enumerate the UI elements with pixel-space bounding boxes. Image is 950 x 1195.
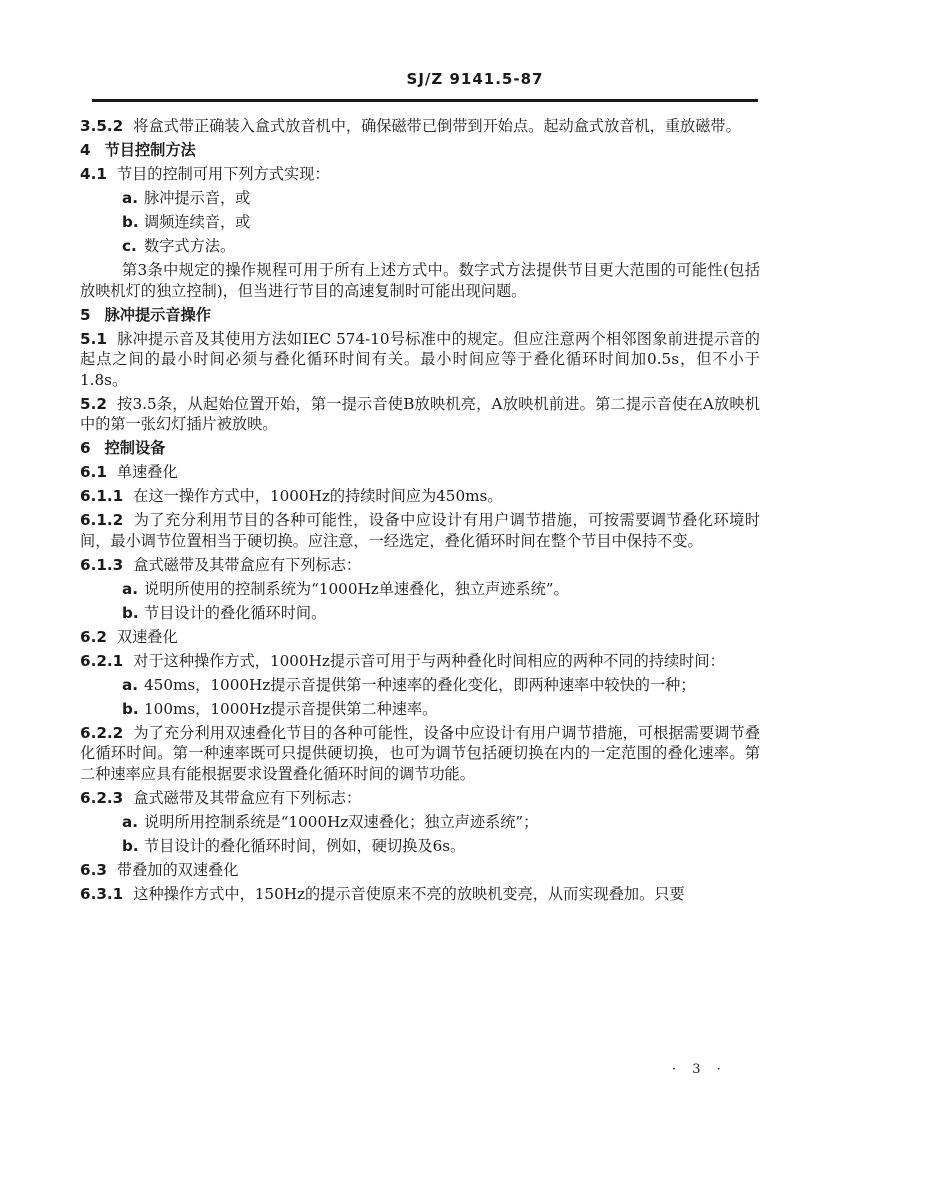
section-number: 5 [80, 305, 91, 324]
clause-number: 6.3.1 [80, 884, 124, 903]
clause-number: 6.2.2 [80, 723, 124, 742]
clause-text: 节目的控制可用下列方式实现： [116, 165, 330, 183]
clause-6-1 [80, 462, 760, 483]
clause-text: 脉冲提示音及其使用方法如IEC 574-10号标准中的规定。但应注意两个相邻图象前进提示音的起点之间的最小时间必须与叠化循环时间有关。最小时间应等于叠化循环时间加0.5s，但不小于1.8s。 [80, 329, 760, 389]
section-title: 控制设备 [104, 439, 166, 457]
clause-6-2-3 [80, 788, 760, 809]
list-text: 数字式方法。 [144, 237, 236, 255]
list-text: 节目设计的叠化循环时间。 [144, 603, 327, 622]
clause-6-3-1 [80, 884, 760, 905]
list-text: 说明所使用的控制系统为“1000Hz单速叠化，独立声迹系统”。 [144, 579, 569, 598]
list-marker: a. [122, 579, 139, 598]
list-item [80, 675, 760, 696]
clause-4-1 [80, 164, 760, 185]
section-title: 节目控制方法 [104, 141, 196, 159]
section-heading-5 [80, 305, 760, 326]
clause-number: 4.1 [80, 165, 107, 183]
clause-6-2-2 [80, 723, 760, 785]
list-text: 脉冲提示音，或 [144, 189, 251, 207]
section-number: 4 [80, 141, 91, 159]
clause-6-3 [80, 860, 760, 881]
clause-text: 这种操作方式中，150Hz的提示音使原来不亮的放映机变亮，从而实现叠加。只要 [133, 884, 685, 903]
clause-number: 6.2 [80, 627, 107, 646]
clause-number: 6.3 [80, 860, 107, 879]
clause-text: 在这一操作方式中，1000Hz的持续时间应为450ms。 [133, 487, 503, 505]
clause-text: 单速叠化 [116, 463, 178, 481]
list-item [80, 212, 760, 233]
clause-6-2-1 [80, 651, 760, 672]
list-item [80, 836, 760, 857]
list-item [80, 188, 760, 209]
clause-text: 对于这种操作方式，1000Hz提示音可用于与两种叠化时间相应的两种不同的持续时间： [133, 651, 725, 670]
section-heading-6 [80, 438, 760, 459]
clause-6-2 [80, 627, 760, 648]
list-marker: a. [122, 189, 139, 207]
clause-text: 为了充分利用节目的各种可能性，设备中应设计有用户调节措施，可按需要调节叠化环境时间，最小调节位置相当于硬切换。应注意，一经选定，叠化循环时间在整个节目中保持不变。 [80, 511, 760, 550]
clause-text: 盒式磁带及其带盒应有下列标志： [133, 788, 362, 807]
clause-number: 3.5.2 [80, 117, 124, 135]
list-marker: a. [122, 675, 139, 694]
list-text: 说明所用控制系统是“1000Hz双速叠化；独立声迹系统”； [144, 812, 539, 831]
list-marker: b. [122, 213, 139, 231]
clause-text: 带叠加的双速叠化 [116, 860, 239, 879]
clause-5-2 [80, 394, 760, 435]
document-body [80, 116, 760, 908]
clause-3-5-2 [80, 116, 760, 137]
clause-6-1-1 [80, 486, 760, 507]
list-marker: b. [122, 699, 139, 718]
clause-6-1-3 [80, 555, 760, 576]
list-marker: c. [122, 237, 137, 255]
clause-text: 盒式磁带及其带盒应有下列标志： [133, 555, 362, 574]
list-item [80, 699, 760, 720]
list-text: 调频连续音，或 [144, 213, 251, 231]
clause-5-1 [80, 329, 760, 391]
list-text: 100ms，1000Hz提示音提供第二种速率。 [144, 699, 438, 718]
clause-number: 6.2.3 [80, 788, 124, 807]
list-marker: b. [122, 836, 139, 855]
clause-number: 6.1.3 [80, 555, 124, 574]
section-number: 6 [80, 439, 91, 457]
list-marker: a. [122, 812, 139, 831]
page-header: SJ/Z 9141.5-87 [406, 70, 544, 88]
page-number: · 3 · [672, 1062, 727, 1077]
list-item [80, 812, 760, 833]
clause-number: 6.1.1 [80, 487, 124, 505]
clause-text: 为了充分利用双速叠化节目的各种可能性，设备中应设计有用户调节措施，可根据需要调节叠化循环时间。第一种速率既可只提供硬切换，也可为调节包括硬切换在内的一定范围的叠化速率。第二种速率应具有能根据要求设置叠化循环时间的调节功能。 [80, 723, 760, 783]
clause-text: 双速叠化 [116, 627, 178, 646]
clause-6-1-2 [80, 510, 760, 551]
list-text: 450ms，1000Hz提示音提供第一种速率的叠化变化，即两种速率中较快的一种； [144, 675, 696, 694]
clause-number: 6.2.1 [80, 651, 124, 670]
paragraph: 第3条中规定的操作规程可用于所有上述方式中。数字式方法提供节目更大范围的可能性(包括放映机灯的独立控制)，但当进行节目的高速复制时可能出现问题。 [80, 261, 760, 300]
list-item [80, 579, 760, 600]
clause-number: 6.1.2 [80, 511, 124, 529]
list-item [80, 236, 760, 257]
list-marker: b. [122, 603, 139, 622]
section-heading-4 [80, 140, 760, 161]
list-item [80, 603, 760, 624]
clause-number: 5.1 [80, 329, 107, 348]
header-rule [92, 99, 758, 102]
section-title: 脉冲提示音操作 [104, 305, 211, 324]
clause-text: 将盒式带正确装入盒式放音机中，确保磁带已倒带到开始点。起动盒式放音机，重放磁带。 [133, 117, 741, 135]
list-text: 节目设计的叠化循环时间，例如，硬切换及6s。 [144, 836, 466, 855]
clause-number: 6.1 [80, 463, 107, 481]
clause-text: 按3.5条，从起始位置开始，第一提示音使B放映机亮，A放映机前进。第二提示音使在A放映机中的第一张幻灯插片被放映。 [80, 394, 760, 433]
clause-number: 5.2 [80, 394, 107, 413]
